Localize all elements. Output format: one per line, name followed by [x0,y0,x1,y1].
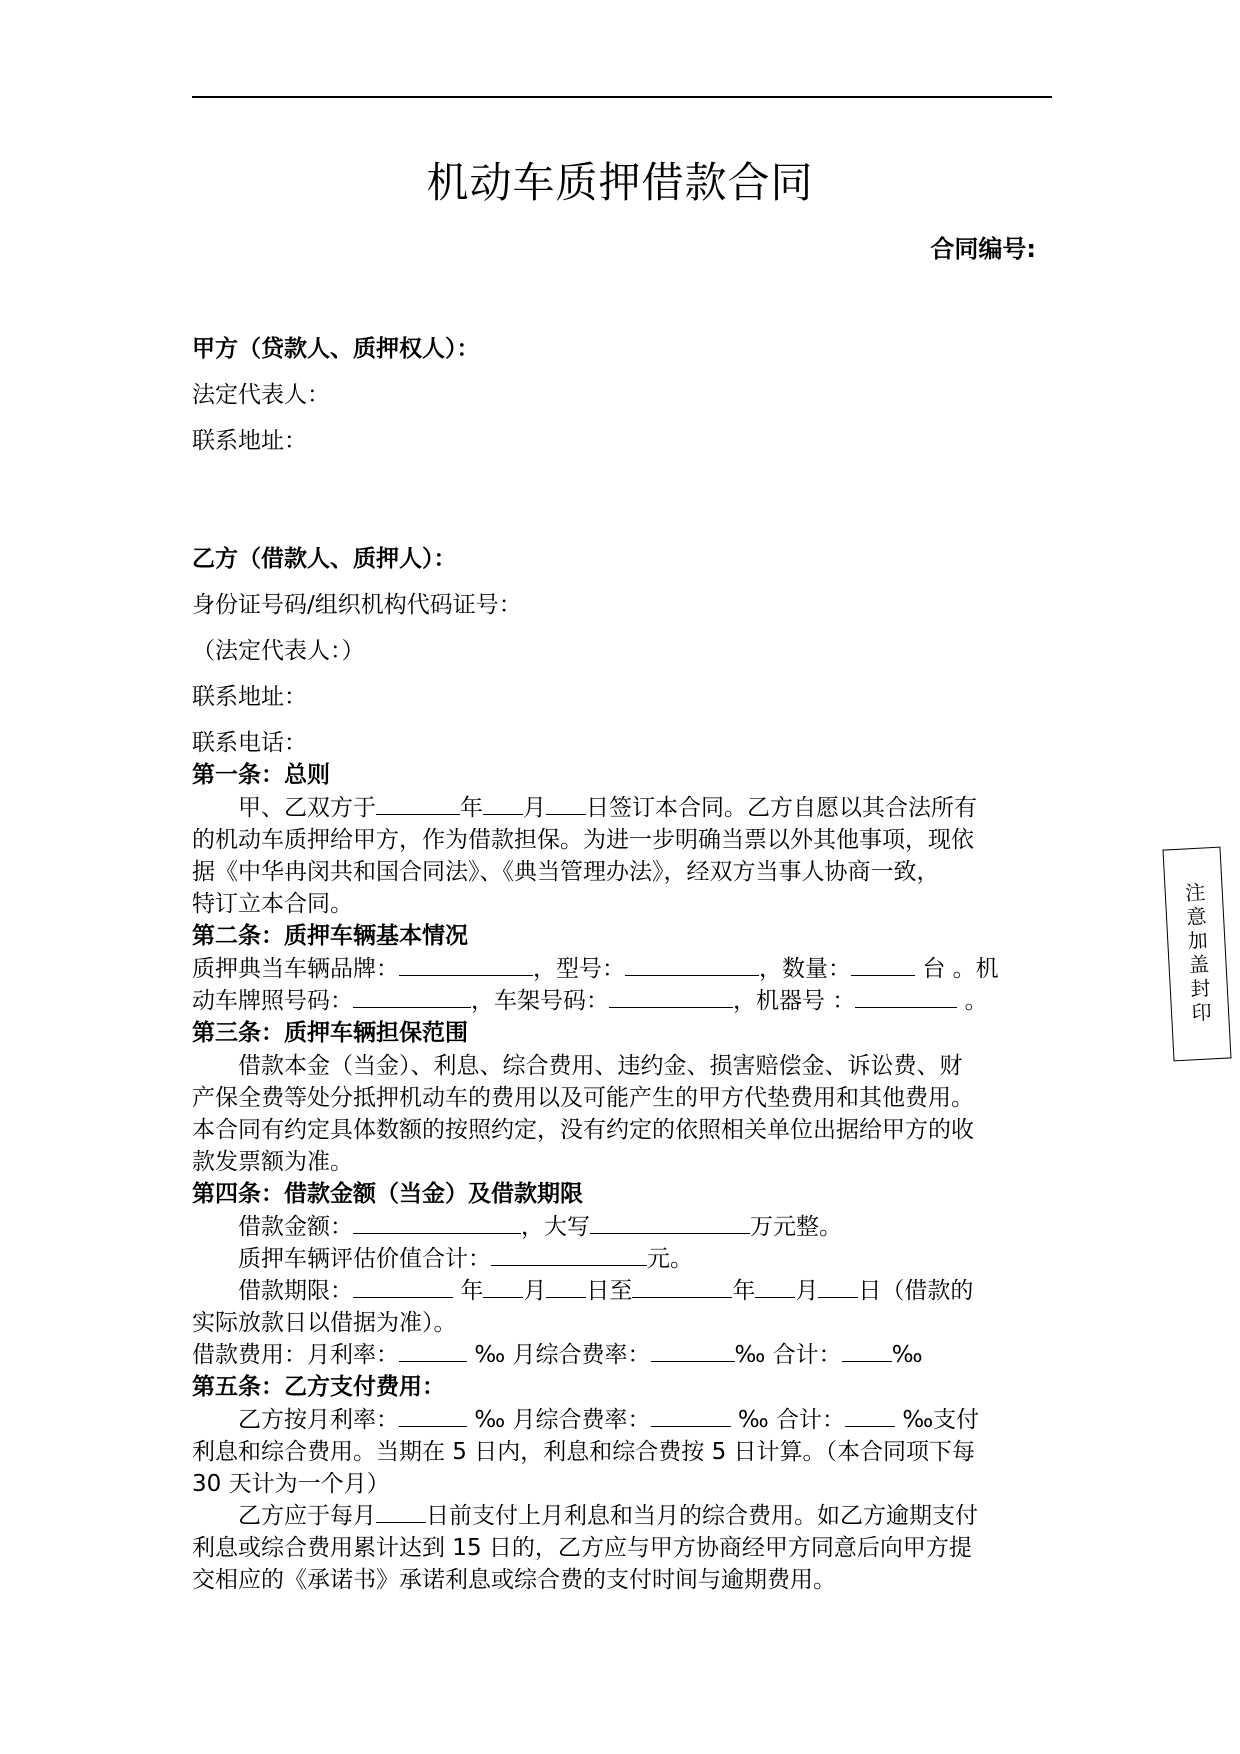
article-5-para-1-line-2: 利息和综合费用。当期在 5 日内，利息和综合费按 5 日计算。（本合同项下每 [192,1439,976,1465]
article-1-line-3: 据《中华冉闵共和国合同法》、《典当管理办法》，经双方当事人协商一致， [192,859,940,885]
contract-body [192,333,1052,1596]
article-1-line-1: 甲、乙双方于 年 月 日签订本合同。乙方自愿以其合法所有 [192,792,1052,824]
article-1-line-4: 特订立本合同。 [192,891,353,917]
party-a-heading: 甲方（贷款人、质押权人）： [192,336,480,362]
article-4-fees: 借款费用：月利率： ‰ 月综合费率： ‰ 合计： ‰ [192,1339,1052,1371]
article-4-term: 借款期限： 年 月 日至 年 月 日（借款的 [192,1275,1052,1307]
article-3-line-4: 款发票额为准。 [192,1149,353,1175]
party-b-phone: 联系电话： [192,730,307,756]
article-5-para-1-line-1: 乙方按月利率： ‰ 月综合费率： ‰ 合计： ‰支付 [192,1404,1052,1436]
article-4-amount: 借款金额： ，大写 万元整。 [192,1211,1052,1243]
article-1-heading: 第一条：总则 [192,762,330,788]
article-5-para-2-line-2: 利息或综合费用累计达到 15 日的，乙方应与甲方协商经甲方同意后向甲方提 [192,1535,972,1561]
article-3-line-1: 借款本金（当金）、利息、综合费用、违约金、损害赔偿金、诉讼费、财 [238,1053,963,1079]
article-3-line-3: 本合同有约定具体数额的按照约定，没有约定的依照相关单位出据给甲方的收 [192,1117,974,1143]
article-2-heading: 第二条：质押车辆基本情况 [192,923,468,949]
article-2-line-1: 质押典当车辆品牌： ，型号： ，数量： 台 。机 [192,953,1052,985]
party-b-address: 联系地址： [192,684,307,710]
article-3-heading: 第三条：质押车辆担保范围 [192,1020,468,1046]
article-4-term-line-2: 实际放款日以借据为准）。 [192,1310,457,1336]
contract-number-label: 合同编号: [930,235,1036,263]
article-4-value: 质押车辆评估价值合计： 元。 [192,1243,1052,1275]
article-5-para-1-line-3: 30 天计为一个月） [192,1471,390,1497]
party-a-rep: 法定代表人： [192,382,330,408]
article-4-heading: 第四条：借款金额（当金）及借款期限 [192,1181,583,1207]
seal-reminder-tab: 注意加盖封印 [1162,847,1231,1062]
party-a-address: 联系地址： [192,428,307,454]
party-b-rep: （法定代表人：） [192,638,365,664]
top-rule [192,96,1052,98]
party-b-id: 身份证号码/组织机构代码证号： [192,592,522,618]
party-b-heading: 乙方（借款人、质押人）： [192,546,457,572]
document-title: 机动车质押借款合同 [426,158,814,207]
article-2-line-2: 动车牌照号码： ，车架号码： ，机器号 ： 。 [192,985,1052,1017]
article-1-line-2: 的机动车质押给甲方，作为借款担保。为进一步明确当票以外其他事项，现依 [192,827,974,853]
article-5-para-2-line-1: 乙方应于每月 日前支付上月利息和当月的综合费用。如乙方逾期支付 [192,1500,1052,1532]
article-3-line-2: 产保全费等处分抵押机动车的费用以及可能产生的甲方代垫费用和其他费用。 [192,1085,974,1111]
article-5-para-2-line-3: 交相应的《承诺书》承诺利息或综合费的支付时间与逾期费用。 [192,1567,836,1593]
article-5-heading: 第五条：乙方支付费用： [192,1374,445,1400]
